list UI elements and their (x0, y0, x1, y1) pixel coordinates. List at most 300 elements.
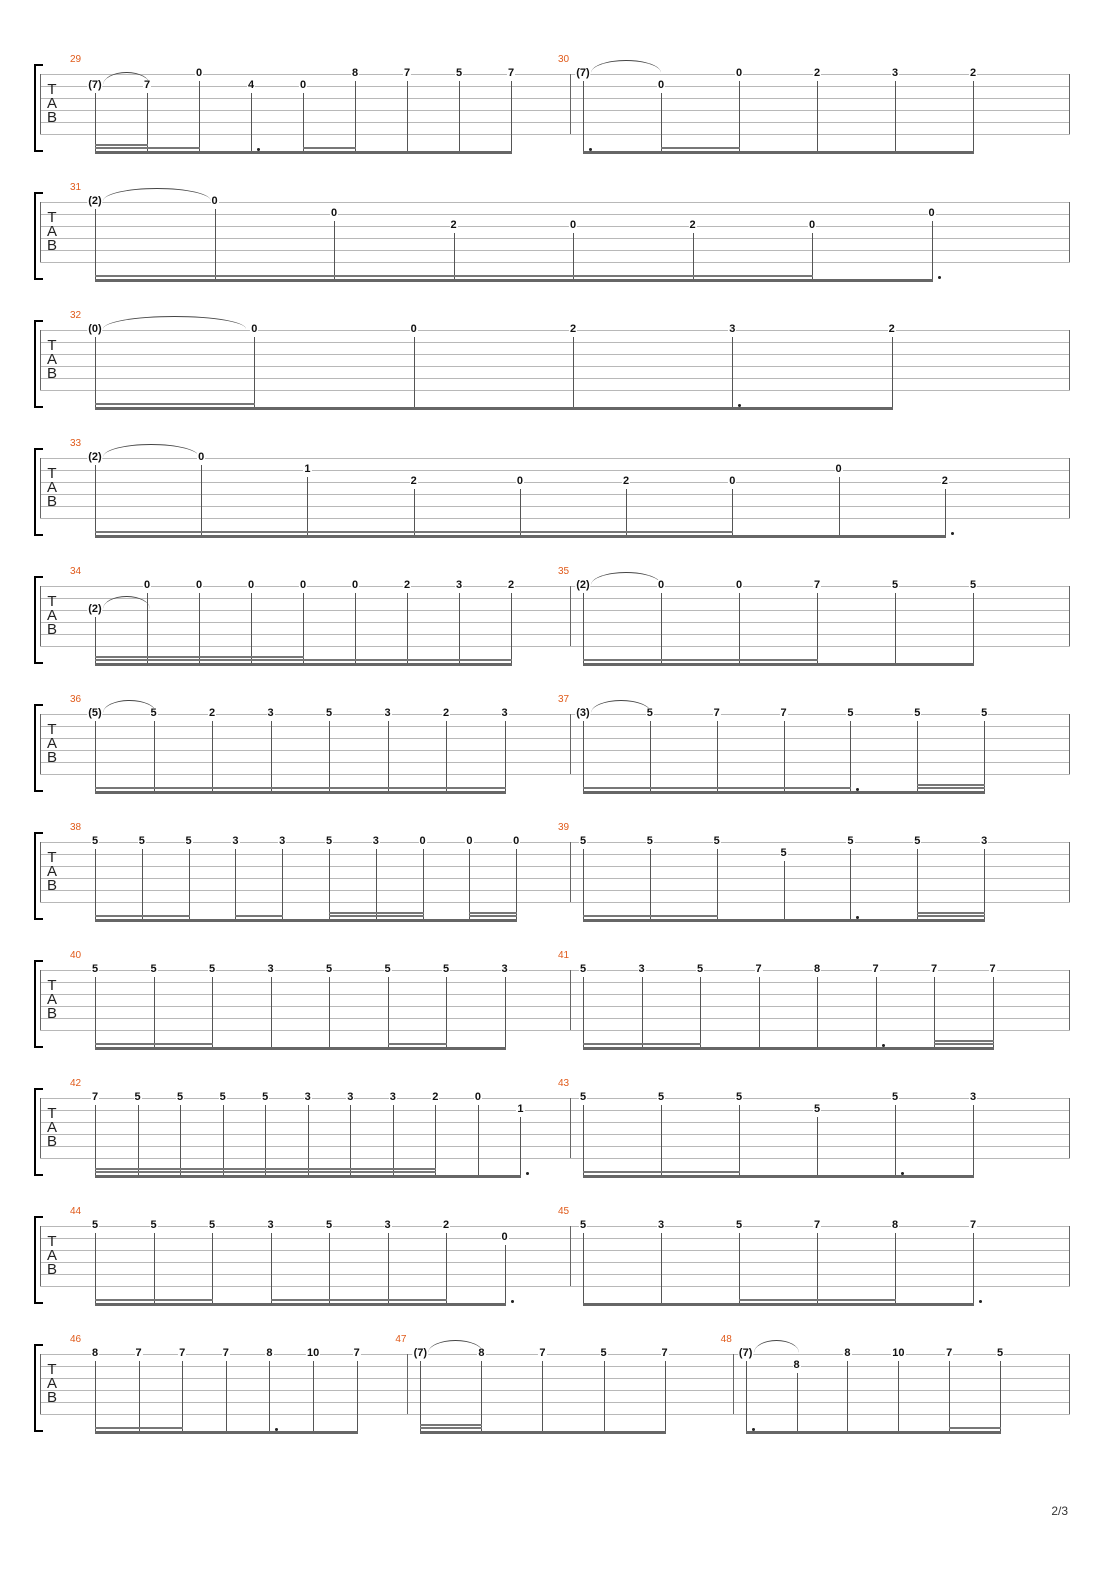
fret-number: 7 (353, 1347, 360, 1359)
fret-number: 3 (501, 963, 508, 975)
note-beam (583, 1303, 974, 1306)
fret-number: 5 (696, 963, 704, 975)
note-stem (505, 721, 506, 792)
staff-system (0, 1334, 1110, 1440)
fret-number: 2 (442, 707, 450, 719)
tab-clef-letter: T (47, 977, 57, 994)
note-beam-tertiary (917, 784, 985, 786)
note-beam (583, 151, 974, 154)
note-stem (784, 861, 785, 920)
note-beam-tertiary (95, 656, 148, 658)
fret-number: 5 (185, 835, 192, 847)
fret-number: 5 (208, 1219, 216, 1231)
note-stem (388, 1233, 389, 1304)
note-beam-tertiary (393, 1168, 437, 1170)
fret-number: 0 (195, 67, 203, 79)
note-stem (303, 593, 304, 664)
note-beam-tertiary (138, 1168, 182, 1170)
fret-number: 5 (713, 835, 720, 847)
staff-line (40, 1134, 1070, 1135)
barline (407, 1354, 408, 1414)
note-stem (932, 221, 933, 280)
measure-number: 30 (558, 54, 570, 65)
tab-clef-letter: T (47, 81, 57, 98)
fret-number: 2 (888, 323, 895, 335)
note-beam-secondary (95, 915, 143, 917)
note-stem (817, 1117, 818, 1176)
end-barline (1069, 458, 1070, 518)
staff-line (40, 134, 1070, 135)
tab-clef-letter: T (47, 337, 57, 354)
fret-number: 3 (279, 835, 286, 847)
tab-clef-letter: T (47, 1361, 57, 1378)
barline (570, 970, 571, 1030)
tab-clef-letter: B (46, 493, 57, 510)
staff-line (40, 902, 1070, 903)
note-beam-secondary (693, 275, 814, 277)
fret-number: 7 (661, 1347, 668, 1359)
note-stem (189, 849, 190, 920)
note-beam-tertiary (95, 144, 148, 146)
fret-number: 3 (981, 835, 988, 847)
note-beam-secondary (661, 147, 740, 149)
note-stem (95, 337, 96, 408)
note-beam-secondary (95, 1427, 140, 1429)
fret-number: 1 (304, 463, 311, 475)
staff-line (40, 110, 1070, 111)
note-beam-secondary (138, 1171, 182, 1173)
staff-system (0, 1078, 1110, 1184)
staff-system (0, 310, 1110, 416)
note-stem (212, 1233, 213, 1304)
tie-arc (103, 444, 199, 457)
note-beam-secondary (393, 1171, 437, 1173)
note-stem (154, 721, 155, 792)
note-stem (717, 849, 718, 920)
note-stem (459, 81, 460, 152)
measure-number: 45 (558, 1206, 570, 1217)
system-bracket (34, 576, 43, 664)
fret-number: 0 (247, 579, 255, 591)
staff-system (0, 182, 1110, 288)
note-beam (95, 407, 893, 410)
measure-number: 29 (70, 54, 82, 65)
fret-number: 2 (432, 1091, 439, 1103)
note-stem (307, 477, 308, 536)
fret-number: 8 (91, 1347, 99, 1359)
note-stem (388, 977, 389, 1048)
note-beam-secondary (350, 1171, 394, 1173)
note-beam (583, 663, 974, 666)
note-stem (739, 81, 740, 152)
staff-line (40, 506, 1070, 507)
fret-number: 5 (325, 707, 333, 719)
staff-line (40, 1006, 1070, 1007)
fret-number: 0 (735, 579, 743, 591)
staff-line (40, 342, 1070, 343)
fret-number: 0 (835, 463, 842, 475)
note-stem (407, 593, 408, 664)
note-stem (973, 81, 974, 152)
note-beam-secondary (661, 659, 740, 661)
note-stem (182, 1361, 183, 1432)
staff-line (40, 598, 1070, 599)
note-stem (282, 849, 283, 920)
fret-number: 3 (267, 707, 274, 719)
end-barline (1069, 74, 1070, 134)
tab-clef-letter: T (47, 209, 57, 226)
system-bracket (34, 960, 43, 1048)
fret-number: 3 (455, 579, 463, 591)
note-beam-secondary (95, 787, 155, 789)
note-stem (138, 1105, 139, 1176)
note-beam-secondary (223, 1171, 267, 1173)
note-stem (784, 721, 785, 792)
system-bracket (34, 192, 43, 280)
note-stem (95, 1233, 96, 1304)
note-beam-tertiary (917, 912, 985, 914)
fret-number: 7 (222, 1347, 229, 1359)
measure-number: 39 (558, 822, 570, 833)
note-stem (251, 93, 252, 152)
fret-number: 7 (969, 1219, 977, 1231)
fret-number: 2 (941, 475, 948, 487)
note-stem (898, 1361, 899, 1432)
note-beam-secondary (307, 531, 414, 533)
fret-number: 7 (143, 79, 151, 91)
fret-number: 0 (657, 79, 665, 91)
tab-clef-letter: T (47, 465, 57, 482)
note-beam-secondary (95, 147, 148, 149)
note-beam (95, 151, 512, 154)
note-stem (329, 721, 330, 792)
staff-line (40, 1238, 1070, 1239)
fret-number: 5 (579, 1219, 587, 1231)
fret-number: 0 (410, 323, 417, 335)
fret-number: 5 (325, 835, 333, 847)
note-stem (393, 1105, 394, 1176)
staff-line (40, 366, 1070, 367)
measure-number: 40 (70, 950, 82, 961)
note-stem (542, 1361, 543, 1432)
start-barline (40, 330, 41, 390)
staff-line (40, 518, 1070, 519)
staff-line (40, 1030, 1070, 1031)
start-barline (40, 74, 41, 134)
note-stem (215, 209, 216, 280)
fret-number: 5 (646, 835, 653, 847)
measure-number: 48 (720, 1334, 732, 1345)
note-beam-secondary (784, 787, 852, 789)
note-beam-secondary (650, 787, 718, 789)
tab-clef-letter: B (46, 877, 57, 894)
note-beam-secondary (329, 915, 377, 917)
note-stem (226, 1361, 227, 1432)
staff-line (40, 226, 1070, 227)
note-stem (511, 593, 512, 664)
fret-number: 8 (844, 1347, 851, 1359)
tab-clef-letter: B (46, 1261, 57, 1278)
note-stem (876, 977, 877, 1048)
note-stem (520, 489, 521, 536)
note-stem (414, 337, 415, 408)
note-stem (642, 977, 643, 1048)
system-bracket (34, 1344, 43, 1432)
staff-line (40, 622, 1070, 623)
note-beam-secondary (817, 1299, 896, 1301)
fret-number: 0 (143, 579, 151, 591)
tab-clef-letter: A (46, 1119, 57, 1136)
staff-line (40, 262, 1070, 263)
note-beam (583, 919, 985, 922)
note-beam-tertiary (199, 656, 252, 658)
note-stem (329, 977, 330, 1048)
tab-clef-letter: A (46, 1247, 57, 1264)
fret-number: 2 (623, 475, 630, 487)
fret-number: 3 (267, 963, 274, 975)
fret-number: 7 (813, 1219, 821, 1231)
note-beam-secondary (934, 1043, 994, 1045)
note-stem (817, 593, 818, 664)
note-beam-secondary (95, 531, 202, 533)
staff-line (40, 1122, 1070, 1123)
fret-number: 5 (384, 963, 391, 975)
note-stem (759, 977, 760, 1048)
note-beam-secondary (95, 403, 255, 405)
fret-number: 7 (946, 1347, 953, 1359)
staff-line (40, 1250, 1070, 1251)
fret-number: 2 (442, 1219, 450, 1231)
note-stem (850, 721, 851, 792)
note-stem (414, 489, 415, 536)
tab-clef-letter: T (47, 1233, 57, 1250)
note-beam-secondary (95, 275, 216, 277)
staff-line (40, 994, 1070, 995)
tie-arc (591, 572, 661, 585)
start-barline (40, 1226, 41, 1286)
fret-number: 2 (410, 475, 417, 487)
note-beam (95, 1303, 506, 1306)
note-beam-secondary (329, 787, 389, 789)
fret-number: 2 (507, 579, 515, 591)
fret-number: 7 (403, 67, 411, 79)
fret-number: 5 (455, 67, 463, 79)
staff-line (40, 866, 1070, 867)
note-stem (350, 1105, 351, 1176)
tie-arc (428, 1340, 483, 1353)
fret-number: 5 (997, 1347, 1004, 1359)
fret-number: 8 (351, 67, 359, 79)
note-stem (199, 81, 200, 152)
note-stem (95, 1105, 96, 1176)
fret-number: 2 (569, 323, 577, 335)
note-beam (95, 919, 517, 922)
fret-number: 3 (267, 1219, 274, 1231)
note-stem (984, 721, 985, 792)
fret-number: 1 (517, 1103, 524, 1115)
fret-number: 0 (299, 79, 307, 91)
fret-number: 0 (474, 1091, 481, 1103)
note-beam-secondary (329, 1299, 389, 1301)
staff-line (40, 86, 1070, 87)
note-stem (420, 1361, 421, 1432)
note-beam-tertiary (251, 656, 304, 658)
barline (570, 1226, 571, 1286)
start-barline (40, 458, 41, 518)
start-barline (40, 842, 41, 902)
fret-number: 3 (729, 323, 736, 335)
staff-line (40, 1110, 1070, 1111)
note-stem (917, 849, 918, 920)
fret-number: 0 (330, 207, 338, 219)
note-stem (446, 721, 447, 792)
fret-number: 0 (569, 219, 577, 231)
tab-clef-letter: B (46, 621, 57, 638)
fret-number: 3 (372, 835, 379, 847)
staff-system (0, 822, 1110, 928)
note-beam-secondary (251, 659, 304, 661)
staff-line (40, 890, 1070, 891)
tie-arc (591, 700, 651, 713)
note-beam (95, 663, 512, 666)
augmentation-dot (511, 1300, 514, 1303)
tie-arc (591, 60, 661, 73)
staff-line (40, 238, 1070, 239)
fret-number: 5 (579, 1091, 587, 1103)
staff-line (40, 1390, 1070, 1391)
fret-number: (7) (88, 79, 102, 91)
note-stem (700, 977, 701, 1048)
tab-clef-letter: A (46, 735, 57, 752)
fret-number: 5 (579, 963, 587, 975)
fret-number: 5 (262, 1091, 269, 1103)
fret-number: 0 (729, 475, 736, 487)
note-stem (423, 849, 424, 920)
fret-number: (7) (738, 1347, 753, 1359)
tie-arc (103, 316, 246, 329)
staff-line (40, 970, 1070, 971)
fret-number: 2 (813, 67, 821, 79)
note-stem (934, 977, 935, 1048)
note-beam-secondary (739, 659, 818, 661)
system-bracket (34, 320, 43, 408)
staff-line (40, 1158, 1070, 1159)
note-stem (376, 849, 377, 920)
fret-number: 8 (813, 963, 821, 975)
fret-number: 7 (813, 579, 821, 591)
note-beam-secondary (199, 659, 252, 661)
system-bracket (34, 448, 43, 536)
note-stem (212, 721, 213, 792)
fret-number: 3 (384, 1219, 391, 1231)
fret-number: 5 (813, 1103, 821, 1115)
fret-number: 4 (247, 79, 255, 91)
system-bracket (34, 1216, 43, 1304)
note-beam-secondary (949, 1427, 1001, 1429)
note-beam-secondary (454, 275, 575, 277)
note-stem (212, 977, 213, 1048)
measure-number: 38 (70, 822, 82, 833)
fret-number: 5 (735, 1219, 743, 1231)
note-beam-secondary (446, 787, 506, 789)
note-stem (583, 593, 584, 664)
start-barline (40, 714, 41, 774)
fret-number: 7 (930, 963, 938, 975)
fret-number: 5 (646, 707, 653, 719)
note-stem (388, 721, 389, 792)
fret-number: 5 (914, 707, 921, 719)
note-stem (583, 721, 584, 792)
start-barline (40, 1098, 41, 1158)
start-barline (40, 970, 41, 1030)
note-stem (303, 93, 304, 152)
end-barline (1069, 1226, 1070, 1286)
note-stem (142, 849, 143, 920)
note-beam-secondary (520, 531, 627, 533)
note-stem (95, 1361, 96, 1432)
system-bracket (34, 64, 43, 152)
tab-clef-letter: T (47, 593, 57, 610)
note-beam (95, 1175, 521, 1178)
note-beam-tertiary (376, 912, 424, 914)
tab-clef-letter: T (47, 721, 57, 738)
tab-clef-letter: A (46, 991, 57, 1008)
note-beam-secondary (147, 147, 200, 149)
note-stem (223, 1105, 224, 1176)
note-stem (355, 81, 356, 152)
fret-number: 7 (135, 1347, 142, 1359)
barline (570, 714, 571, 774)
note-stem (469, 849, 470, 920)
fret-number: 0 (419, 835, 426, 847)
fret-number: 5 (981, 707, 988, 719)
fret-number: 0 (198, 451, 205, 463)
note-beam-secondary (334, 275, 455, 277)
staff-line (40, 750, 1070, 751)
note-beam-secondary (355, 659, 408, 661)
staff-line (40, 854, 1070, 855)
end-barline (1069, 970, 1070, 1030)
staff-line (40, 1402, 1070, 1403)
barline (570, 586, 571, 646)
barline (570, 1098, 571, 1158)
fret-number: 5 (442, 963, 450, 975)
note-stem (583, 81, 584, 152)
note-beam-secondary (573, 275, 694, 277)
fret-number: 5 (150, 707, 157, 719)
start-barline (40, 202, 41, 262)
note-beam-secondary (95, 1299, 155, 1301)
fret-number: 5 (891, 579, 899, 591)
note-stem (251, 593, 252, 664)
staff-line (40, 122, 1070, 123)
note-stem (661, 93, 662, 152)
note-beam-secondary (583, 1043, 643, 1045)
fret-number: 2 (208, 707, 216, 719)
note-stem (739, 1105, 740, 1176)
fret-number: 3 (969, 1091, 977, 1103)
note-stem (357, 1361, 358, 1432)
fret-number: 5 (325, 963, 333, 975)
fret-number: 0 (808, 219, 816, 231)
end-barline (1069, 586, 1070, 646)
tie-arc (754, 1340, 800, 1353)
staff-line (40, 1226, 1070, 1227)
note-stem (817, 1233, 818, 1304)
fret-number: 8 (891, 1219, 899, 1231)
staff-line (40, 1146, 1070, 1147)
note-beam-secondary (308, 1171, 352, 1173)
